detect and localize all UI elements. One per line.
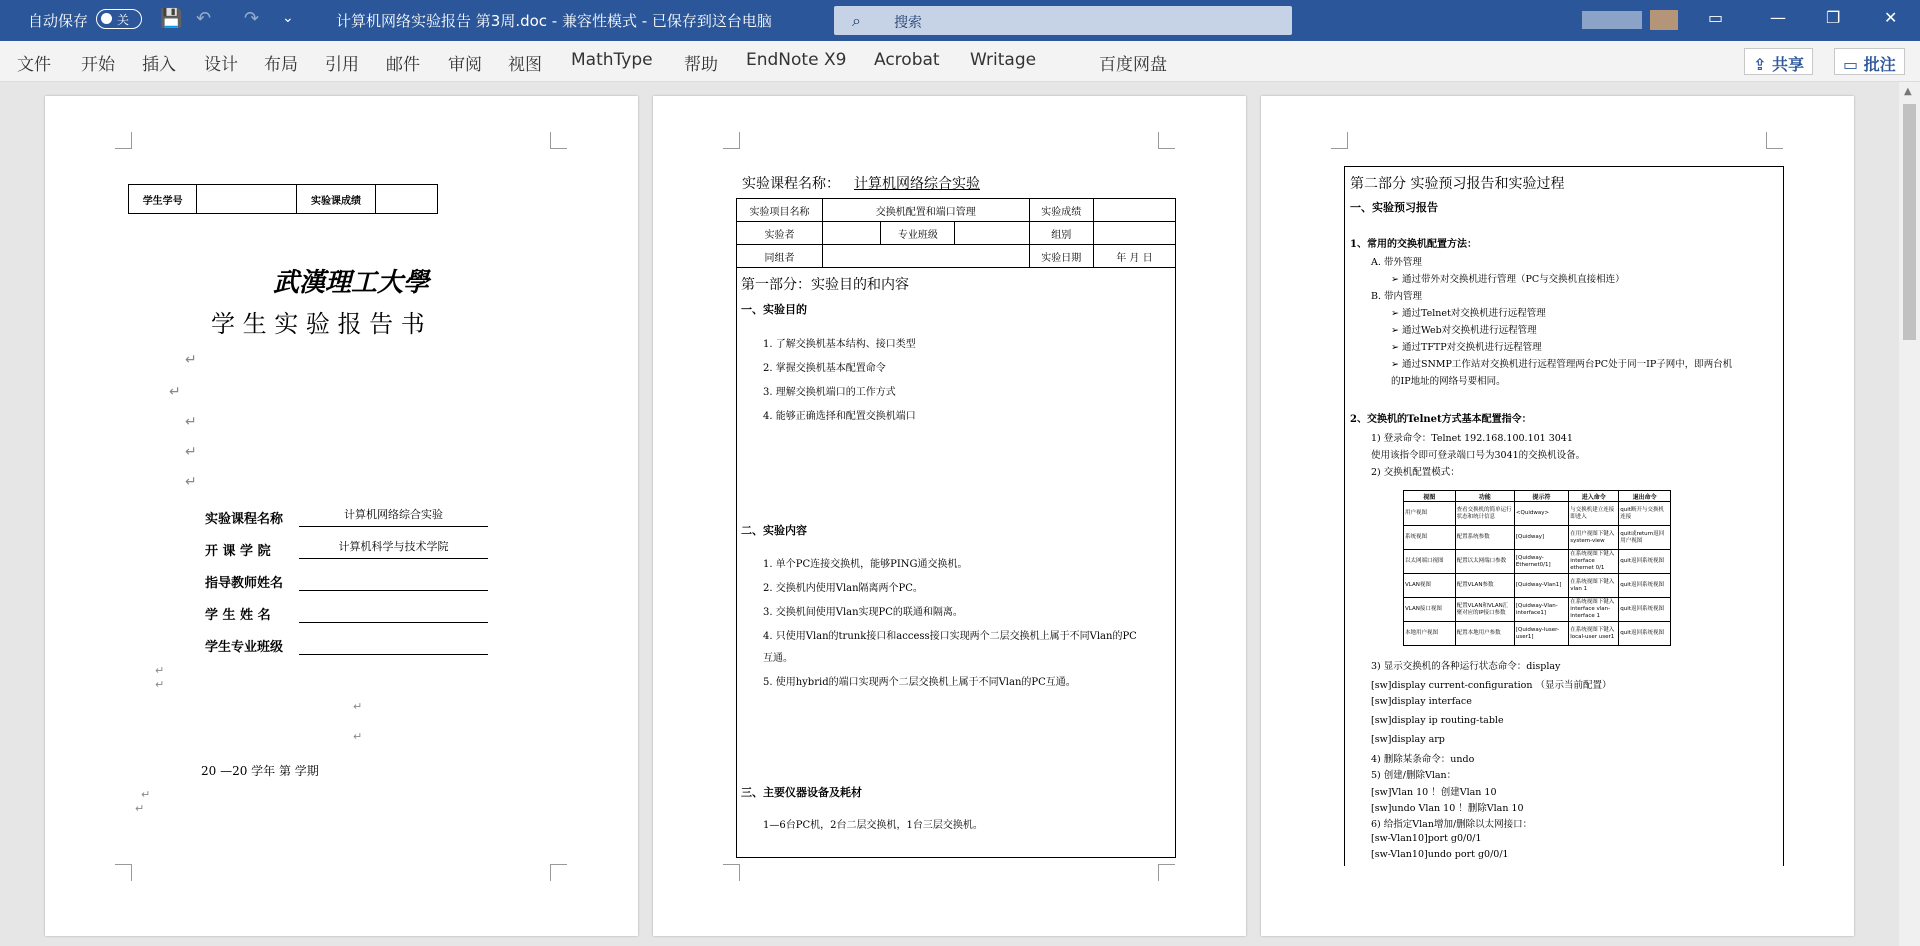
crop-mark	[723, 132, 740, 149]
text-line: 3) 显示交换机的各种运行状态命令：display	[1371, 661, 1561, 672]
table-row	[1404, 598, 1671, 622]
mode-table-cell: 配置VLAN参数	[1455, 574, 1514, 598]
table-row	[1404, 526, 1671, 550]
date-value[interactable]: 年 月 日	[1093, 245, 1175, 268]
mode-table-cell: 配置VLAN和VLAN汇聚对应的IP接口参数	[1455, 598, 1514, 622]
mode-table-cell: 与交换机建立连接即进入	[1569, 502, 1619, 526]
text-line: 的IP地址的网络号要相同。	[1391, 376, 1506, 387]
mode-table-cell: [Quidway-luser-user1]	[1514, 622, 1568, 646]
text-line: [sw]Vlan 10 ！创建Vlan 10	[1371, 787, 1497, 798]
mode-table-header: 进入命令	[1569, 491, 1619, 502]
mode-table-cell: VLAN视图	[1404, 574, 1456, 598]
mode-table-cell: quit返回系统视图	[1619, 598, 1671, 622]
experiment-info-table	[736, 198, 1176, 268]
crop-mark	[550, 132, 567, 149]
report-title: 学 生 实 验 报 告 书	[211, 310, 425, 338]
purpose-item: 2. 掌握交换机基本配置命令	[763, 363, 886, 374]
table-row	[1404, 550, 1671, 574]
mode-table-header: 退出命令	[1619, 491, 1671, 502]
tab-home[interactable]: 开始	[81, 55, 115, 75]
share-button[interactable]: ⇪ 共享	[1744, 48, 1813, 75]
paragraph-mark: ↵	[185, 474, 197, 490]
purpose-item: 3. 理解交换机端口的工作方式	[763, 387, 896, 398]
redo-icon[interactable]: ↷	[244, 8, 260, 29]
mode-table-cell: 用户视图	[1404, 502, 1456, 526]
content-item: 1. 单个PC连接交换机，能够PING通交换机。	[763, 559, 968, 570]
partner-label: 同组者	[737, 245, 823, 268]
field-value-class[interactable]	[299, 632, 488, 655]
mode-table-cell: 在系统视图下键入interface vlan-interface 1	[1569, 598, 1619, 622]
mode-table-cell: 本地用户视图	[1404, 622, 1456, 646]
course-label: 实验课程名称：	[742, 176, 840, 192]
text-line: ➢ 通过TFTP对交换机进行远程管理	[1391, 342, 1542, 353]
student-label: 实验者	[737, 222, 823, 245]
text-line: [sw]undo Vlan 10 ！删除Vlan 10	[1371, 803, 1524, 814]
tab-mathtype[interactable]: MathType	[571, 50, 653, 70]
minimize-icon[interactable]: —	[1770, 8, 1786, 27]
text-line: [sw]display ip routing-table	[1371, 715, 1504, 726]
equipment-title: 三、主要仪器设备及耗材	[741, 786, 862, 799]
avatar[interactable]	[1650, 10, 1678, 30]
paragraph-mark: ↵	[169, 384, 181, 400]
paragraph-mark: ↵	[353, 730, 363, 743]
course-score-cell[interactable]	[375, 185, 437, 214]
text-line: 2) 交换机配置模式：	[1371, 467, 1460, 478]
paragraph-mark: ↵	[185, 444, 197, 460]
text-line: ➢ 通过Telnet对交换机进行远程管理	[1391, 308, 1546, 319]
mode-table-cell: <Quidway>	[1514, 502, 1568, 526]
crop-mark	[115, 132, 132, 149]
field-value-course[interactable]: 计算机网络综合实验	[299, 504, 488, 527]
scrollbar-thumb[interactable]	[1903, 104, 1916, 340]
mode-table-cell: 在系统视图下键入local-user user1	[1569, 622, 1619, 646]
text-line: 1) 登录命令：Telnet 192.168.100.101 3041	[1371, 433, 1573, 444]
paragraph-mark: ↵	[185, 414, 197, 430]
purpose-item: 1. 了解交换机基本结构、接口类型	[763, 339, 916, 350]
autosave-label: 自动保存	[28, 12, 89, 30]
field-label-student: 学 生 姓 名	[205, 608, 271, 623]
text-line: 6) 给指定Vlan增加/删除以太网接口：	[1371, 819, 1533, 830]
group-cell[interactable]	[1093, 222, 1175, 245]
tab-writage[interactable]: Writage	[970, 50, 1037, 70]
mode-table-header: 视图	[1404, 491, 1456, 502]
crop-mark	[1331, 132, 1348, 149]
mode-table-cell: 在系统视图下键入interface ethernet 0/1	[1569, 550, 1619, 574]
paragraph-mark: ↵	[155, 678, 165, 691]
content-item: 5. 使用hybrid的端口实现两个二层交换机上属于不同Vlan的PC互通。	[763, 677, 1076, 688]
preview-title: 一、实验预习报告	[1350, 201, 1438, 214]
paragraph-mark: ↵	[141, 788, 151, 801]
search-icon: ⌕	[852, 11, 861, 30]
semester-line: 20 —20 学年 第 学期	[201, 764, 319, 778]
mode-table-cell: 系统视图	[1404, 526, 1456, 550]
mode-table-cell: 查看交换机的简单运行状态和统计信息	[1455, 502, 1514, 526]
mode-table-cell: quit返回系统视图	[1619, 574, 1671, 598]
mode-table-cell: quit返回系统视图	[1619, 622, 1671, 646]
account-name[interactable]	[1582, 11, 1642, 29]
score-label: 实验成绩	[1029, 199, 1093, 222]
group-label: 组别	[1029, 222, 1093, 245]
part1-title: 第一部分：实验目的和内容	[741, 277, 909, 293]
text-line: B. 带内管理	[1371, 291, 1423, 302]
tab-layout[interactable]: 布局	[264, 55, 298, 75]
page-preview-report	[1261, 96, 1854, 936]
content-item: 3. 交换机间使用Vlan实现PC的联通和隔离。	[763, 607, 963, 618]
student-id-cell[interactable]	[197, 185, 297, 214]
text-line: 5) 创建/删除Vlan：	[1371, 770, 1457, 781]
text-line: ➢ 通过Web对交换机进行远程管理	[1391, 325, 1537, 336]
content-item: 2. 交换机内使用Vlan隔离两个PC。	[763, 583, 923, 594]
text-line: ➢ 通过SNMP工作站对交换机进行远程管理两台PC处于同一IP子网中，即两台机	[1391, 359, 1733, 370]
crop-mark	[1158, 864, 1175, 881]
field-value-college[interactable]: 计算机科学与技术学院	[299, 536, 488, 559]
close-icon[interactable]: ✕	[1884, 8, 1898, 27]
student-id-table	[128, 184, 438, 214]
vertical-scrollbar[interactable]	[1899, 82, 1920, 946]
mode-table-cell: 以太网端口视图	[1404, 550, 1456, 574]
mode-table-header: 功能	[1455, 491, 1514, 502]
course-name: 计算机网络综合实验	[854, 176, 980, 192]
search-box[interactable]	[834, 6, 1292, 35]
ribbon-tabs	[0, 41, 1920, 82]
toggle-knob	[101, 13, 112, 24]
content-title: 二、实验内容	[741, 524, 807, 537]
paragraph-mark: ↵	[135, 802, 145, 815]
mode-table-cell: quit或return返回用户视图	[1619, 526, 1671, 550]
title-bar	[0, 0, 1920, 41]
tab-view[interactable]: 视图	[508, 55, 542, 75]
toggle-state: 关	[117, 13, 130, 27]
student-cell[interactable]	[823, 222, 881, 245]
crop-mark	[1766, 132, 1783, 149]
paragraph-mark: ↵	[353, 700, 363, 713]
restore-icon[interactable]: ❐	[1826, 8, 1841, 27]
class-cell[interactable]	[955, 222, 1029, 245]
content-item: 4. 只使用Vlan的trunk接口和access接口实现两个二层交换机上属于不同Vlan的PC	[763, 631, 1137, 642]
university-name: 武漢理工大學	[273, 268, 430, 298]
comments-button[interactable]: ▭ 批注	[1834, 48, 1905, 75]
mode-table-cell: VLAN接口视图	[1404, 598, 1456, 622]
mode-table-cell: [Quidway-Ethernet0/1]	[1514, 550, 1568, 574]
tab-help[interactable]: 帮助	[684, 55, 718, 75]
tab-endnote[interactable]: EndNote X9	[746, 50, 847, 70]
crop-mark	[550, 864, 567, 881]
autosave-toggle[interactable]	[96, 9, 142, 29]
tab-baidu-netdisk[interactable]: 百度网盘	[1099, 55, 1167, 75]
crop-mark	[1158, 132, 1175, 149]
partner-cell[interactable]	[823, 245, 1030, 268]
document-title: 计算机网络实验报告 第3周.doc - 兼容性模式 - 已保存到这台电脑	[336, 12, 772, 30]
telnet-title: 2、交换机的Telnet方式基本配置指令：	[1350, 414, 1532, 425]
search-placeholder: 搜索	[894, 15, 922, 31]
page-cover	[45, 96, 638, 936]
customize-toolbar-icon[interactable]: ⌄	[282, 10, 294, 26]
page-experiment-info	[653, 96, 1246, 936]
field-label-class: 学生专业班级	[205, 640, 284, 655]
field-label-college: 开 课 学 院	[205, 544, 271, 559]
switch-mode-table	[1403, 490, 1671, 646]
scroll-up-icon[interactable]: ▲	[1904, 86, 1912, 97]
course-score-label: 实验课成绩	[297, 185, 375, 214]
project-value[interactable]: 交换机配置和端口管理	[823, 199, 1030, 222]
text-line: 4) 删除某条命令：undo	[1371, 754, 1475, 765]
table-row	[1404, 622, 1671, 646]
ribbon-display-icon[interactable]: ▭	[1708, 8, 1724, 27]
mode-table-cell: 在系统视图下键入vlan 1	[1569, 574, 1619, 598]
score-cell[interactable]	[1093, 199, 1175, 222]
table-row	[1404, 502, 1671, 526]
mode-table-cell: [Quidway-Vlan-interface1]	[1514, 598, 1568, 622]
tab-references[interactable]: 引用	[325, 55, 359, 75]
mode-table-cell: 在用户视图下键入system-view	[1569, 526, 1619, 550]
purpose-item: 4. 能够正确选择和配置交换机端口	[763, 411, 916, 422]
paragraph-mark: ↵	[185, 352, 197, 368]
field-value-teacher[interactable]	[299, 568, 488, 591]
mode-table-cell: quit返回系统视图	[1619, 550, 1671, 574]
mode-table-cell: [Quidway-Vlan1]	[1514, 574, 1568, 598]
tab-file[interactable]: 文件	[17, 55, 51, 75]
tab-review[interactable]: 审阅	[448, 55, 482, 75]
text-line: [sw]display arp	[1371, 734, 1445, 745]
text-line: [sw]display current-configuration （显示当前配置）	[1371, 680, 1612, 691]
content-item: 互通。	[763, 653, 793, 664]
purpose-title: 一、实验目的	[741, 303, 807, 316]
paragraph-mark: ↵	[155, 664, 165, 677]
mode-table-cell: 配置本地用户参数	[1455, 622, 1514, 646]
field-value-student[interactable]	[299, 600, 488, 623]
mode-table-cell: [Quidway]	[1514, 526, 1568, 550]
tab-acrobat[interactable]: Acrobat	[874, 50, 940, 70]
class-label: 专业班级	[881, 222, 955, 245]
mode-table-cell: 配置系统参数	[1455, 526, 1514, 550]
mode-table-header: 提示符	[1514, 491, 1568, 502]
field-label-course: 实验课程名称	[205, 512, 284, 527]
equipment-text: 1—6台PC机，2台二层交换机，1台三层交换机。	[763, 820, 983, 831]
text-line: [sw-Vlan10]port g0/0/1	[1371, 833, 1482, 844]
project-label: 实验项目名称	[737, 199, 823, 222]
tab-insert[interactable]: 插入	[142, 55, 176, 75]
text-line: [sw]display interface	[1371, 696, 1472, 707]
table-row	[1404, 574, 1671, 598]
tab-mailings[interactable]: 邮件	[386, 55, 420, 75]
mgmt-title: 1、常用的交换机配置方法：	[1350, 239, 1477, 250]
mode-table-cell: quit断开与交换机连接	[1619, 502, 1671, 526]
text-line: [sw-Vlan10]undo port g0/0/1	[1371, 849, 1509, 860]
text-line: ➢ 通过带外对交换机进行管理（PC与交换机直接相连）	[1391, 274, 1625, 285]
date-label: 实验日期	[1029, 245, 1093, 268]
mode-table-cell: 配置以太网端口参数	[1455, 550, 1514, 574]
crop-mark	[115, 864, 132, 881]
tab-design[interactable]: 设计	[204, 55, 238, 75]
save-icon[interactable]: 💾	[160, 8, 183, 29]
crop-mark	[723, 864, 740, 881]
text-line: 使用该指令即可登录端口号为3041的交换机设备。	[1371, 450, 1586, 461]
undo-icon[interactable]: ↶	[196, 8, 212, 29]
student-id-label: 学生学号	[129, 185, 197, 214]
part2-title: 第二部分 实验预习报告和实验过程	[1350, 176, 1565, 192]
field-label-teacher: 指导教师姓名	[205, 576, 284, 591]
text-line: A. 带外管理	[1371, 257, 1422, 268]
